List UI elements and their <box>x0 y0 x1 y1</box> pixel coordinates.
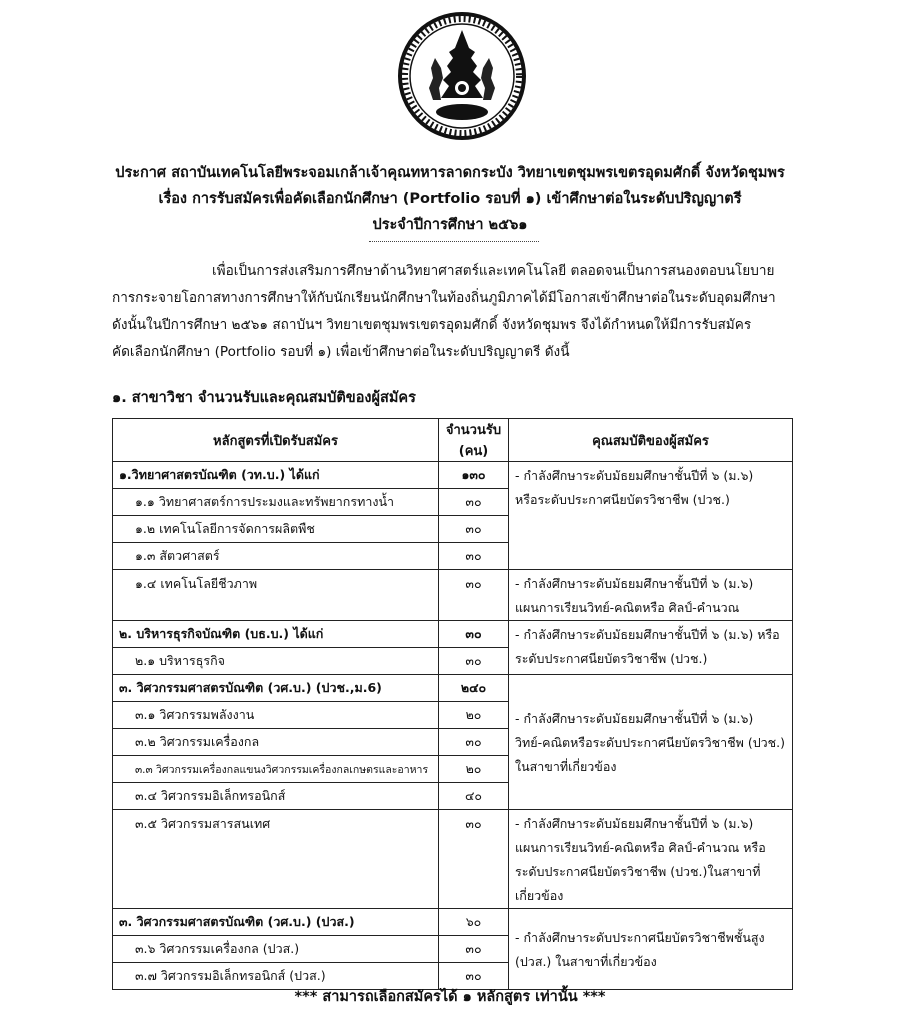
program-name: ๓.๖ วิศวกรรมเครื่องกล (ปวส.) <box>113 936 439 963</box>
program-name: ๓. วิศวกรรมศาสตรบัณฑิต (วศ.บ.) (ปวส.) <box>113 909 439 936</box>
program-column-header: หลักสูตรที่เปิดรับสมัคร <box>113 419 439 462</box>
intro-line: ดังนั้นในปีการศึกษา ๒๕๖๑ สถาบันฯ วิทยาเขตชุมพรเขตรอุดมศักดิ์ จังหวัดชุมพร จึงได้กำหนดให้มีการรับสมัคร <box>112 317 752 333</box>
program-quota: ๓๐ <box>439 810 509 909</box>
program-quota: ๓๐ <box>439 936 509 963</box>
table-row <box>113 570 793 621</box>
quota-header-line: จำนวนรับ <box>445 423 502 438</box>
qualification-cell <box>509 570 793 621</box>
qualification-cell <box>509 810 793 909</box>
table-row <box>113 621 793 648</box>
program-quota: ๓๐ <box>439 516 509 543</box>
program-name: ๓.๔ วิศวกรรมอิเล็กทรอนิกส์ <box>113 783 439 810</box>
program-name: ๓.๒ วิศวกรรมเครื่องกล <box>113 729 439 756</box>
programs-table <box>112 418 793 990</box>
table-row <box>113 810 793 909</box>
announcement-subject: เรื่อง การรับสมัครเพื่อคัดเลือกนักศึกษา (Portfolio รอบที่ ๑) เข้าศึกษาต่อในระดับปริญญาตรี <box>158 191 742 207</box>
announcement-title: ประกาศ สถาบันเทคโนโลยีพระจอมเกล้าเจ้าคุณทหารลาดกระบัง วิทยาเขตชุมพรเขตรอุดมศักดิ์ จังหวัดชุมพร <box>115 165 785 181</box>
section-1-title: ๑. สาขาวิชา จำนวนรับและคุณสมบัติของผู้สมัคร <box>112 390 416 406</box>
table-row <box>113 462 793 489</box>
qualification-cell <box>509 462 793 570</box>
intro-paragraph <box>112 258 792 366</box>
table-row <box>113 675 793 702</box>
intro-line: การกระจายโอกาสทางการศึกษาให้กับนักเรียนนักศึกษาในท้องถิ่นภูมิภาคได้มีโอกาสเข้าศึกษาต่อในระดับอุดมศึกษา <box>112 290 776 306</box>
program-quota: ๓๐ <box>439 648 509 675</box>
qualification-cell <box>509 909 793 990</box>
institution-seal-logo <box>397 8 527 144</box>
program-name: ๒. บริหารธุรกิจบัณฑิต (บธ.บ.) ได้แก่ <box>113 621 439 648</box>
qualification-line: - กำลังศึกษาระดับมัธยมศึกษาชั้นปีที่ ๖ (ม.๖) <box>515 468 754 483</box>
qualification-line: แผนการเรียนวิทย์-คณิตหรือ ศิลป์-คำนวณ <box>515 600 740 615</box>
program-quota: ๓๐ <box>439 570 509 621</box>
program-name: ๑.๒ เทคโนโลยีการจัดการผลิตพืช <box>113 516 439 543</box>
qualification-line: - กำลังศึกษาระดับประกาศนียบัตรวิชาชีพชั้นสูง <box>515 930 765 945</box>
quota-column-header <box>439 419 509 462</box>
program-quota: ๒๔๐ <box>439 675 509 702</box>
program-name: ๑.วิทยาศาสตรบัณฑิต (วท.บ.) ได้แก่ <box>113 462 439 489</box>
program-name: ๓.๑ วิศวกรรมพลังงาน <box>113 702 439 729</box>
dotted-divider <box>369 241 539 242</box>
program-quota: ๖๐ <box>439 909 509 936</box>
qualification-line: วิทย์-คณิตหรือระดับประกาศนียบัตรวิชาชีพ (ปวช.) <box>515 735 786 750</box>
qualification-line: ในสาขาที่เกี่ยวข้อง <box>515 759 617 774</box>
qualification-cell <box>509 621 793 675</box>
table-header-row <box>113 419 793 462</box>
qualification-line: (ปวส.) ในสาขาที่เกี่ยวข้อง <box>515 954 657 969</box>
program-name: ๑.๑ วิทยาศาสตร์การประมงและทรัพยากรทางน้ำ <box>113 489 439 516</box>
program-name: ๒.๑ บริหารธุรกิจ <box>113 648 439 675</box>
qualification-line: - กำลังศึกษาระดับมัธยมศึกษาชั้นปีที่ ๖ (ม.๖) <box>515 576 754 591</box>
footer-note: *** สามารถเลือกสมัครได้ ๑ หลักสูตร เท่านั้น *** <box>294 989 606 1005</box>
program-quota: ๔๐ <box>439 783 509 810</box>
qualification-line: ระดับประกาศนียบัตรวิชาชีพ (ปวช.)ในสาขาที่ <box>515 864 761 879</box>
program-name: ๓. วิศวกรรมศาสตรบัณฑิต (วศ.บ.) (ปวช.,ม.6) <box>113 675 439 702</box>
program-quota: ๓๐ <box>439 489 509 516</box>
table-row <box>113 909 793 936</box>
program-name: ๓.๗ วิศวกรรมอิเล็กทรอนิกส์ (ปวส.) <box>113 963 439 990</box>
program-quota: ๒๐ <box>439 702 509 729</box>
program-name: ๓.๓ วิศวกรรมเครื่องกลแขนงวิศวกรรมเครื่องกลเกษตรและอาหาร <box>113 756 439 783</box>
program-name: ๑.๓ สัตวศาสตร์ <box>113 543 439 570</box>
program-quota: ๓๐ <box>439 543 509 570</box>
qualification-line: - กำลังศึกษาระดับมัธยมศึกษาชั้นปีที่ ๖ (ม.๖) หรือ <box>515 627 780 642</box>
qualification-column-header: คุณสมบัติของผู้สมัคร <box>509 419 793 462</box>
qualification-cell <box>509 675 793 810</box>
intro-line: เพื่อเป็นการส่งเสริมการศึกษาด้านวิทยาศาสตร์และเทคโนโลยี ตลอดจนเป็นการสนองตอบนโยบาย <box>212 263 775 279</box>
qualification-line: ระดับประกาศนียบัตรวิชาชีพ (ปวช.) <box>515 651 708 666</box>
qualification-line: เกี่ยวข้อง <box>515 888 564 903</box>
program-quota: ๓๐ <box>439 963 509 990</box>
program-quota: ๓๐ <box>439 621 509 648</box>
program-quota: ๑๓๐ <box>439 462 509 489</box>
qualification-line: แผนการเรียนวิทย์-คณิตหรือ ศิลป์-คำนวณ หรือ <box>515 840 766 855</box>
program-name: ๑.๔ เทคโนโลยีชีวภาพ <box>113 570 439 621</box>
qualification-line: - กำลังศึกษาระดับมัธยมศึกษาชั้นปีที่ ๖ (ม.๖) <box>515 711 754 726</box>
program-quota: ๓๐ <box>439 729 509 756</box>
program-quota: ๒๐ <box>439 756 509 783</box>
intro-line: คัดเลือกนักศึกษา (Portfolio รอบที่ ๑) เพื่อเข้าศึกษาต่อในระดับปริญญาตรี ดังนี้ <box>112 344 570 360</box>
qualification-line: - กำลังศึกษาระดับมัธยมศึกษาชั้นปีที่ ๖ (ม.๖) <box>515 816 754 831</box>
qualification-line: หรือระดับประกาศนียบัตรวิชาชีพ (ปวช.) <box>515 492 730 507</box>
quota-header-unit: (คน) <box>458 444 489 459</box>
program-name: ๓.๕ วิศวกรรมสารสนเทศ <box>113 810 439 909</box>
academic-year: ประจำปีการศึกษา ๒๕๖๑ <box>372 217 528 233</box>
